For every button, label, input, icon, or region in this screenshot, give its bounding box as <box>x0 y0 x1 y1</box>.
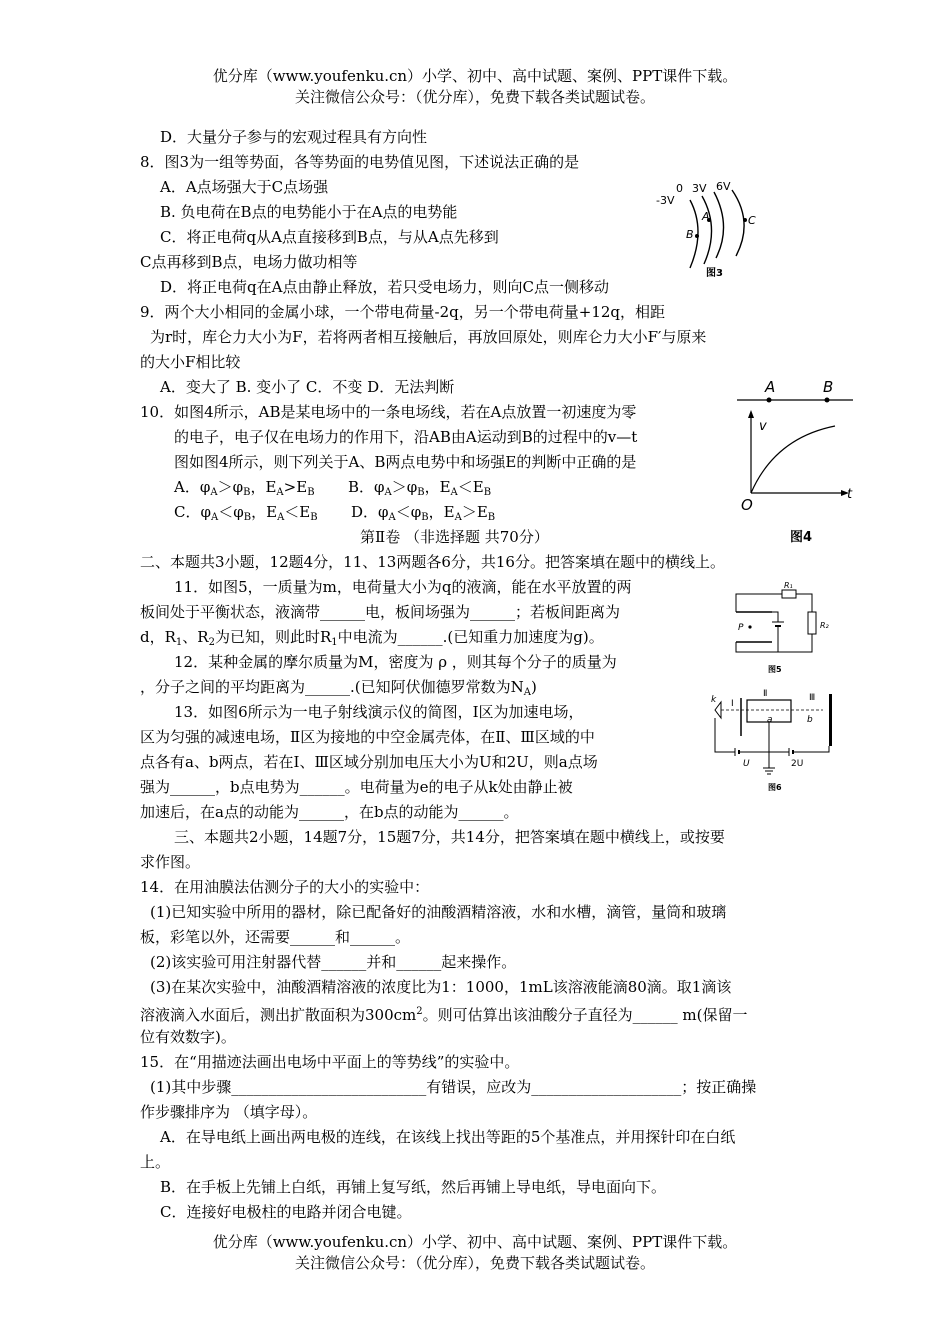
figure-4 <box>735 378 860 518</box>
q14-part-1-cont: 板，彩笔以外，还需要______和______。 <box>140 928 411 946</box>
right-wire-b <box>793 746 829 752</box>
top-wire <box>736 594 812 612</box>
middle-wire <box>739 722 769 752</box>
q10-option-d-label: D． <box>351 503 379 521</box>
figure-5 <box>728 582 840 662</box>
equipotential-arc-3 <box>714 192 724 258</box>
fig6-label-a: a <box>767 715 773 725</box>
equipotential-arc-6 <box>732 190 744 256</box>
fig6-label-region3: Ⅲ <box>809 693 816 703</box>
fig6-label-2u: 2U <box>791 759 804 769</box>
figure-6-caption: 图6 <box>768 783 782 792</box>
q9-stem: 9．两个大小相同的金属小球，一个带电荷量-2q，另一个带电荷量+12q，相距 <box>140 303 666 321</box>
figure-3 <box>650 178 770 278</box>
q14-text-a: 溶液滴入水面后，测出扩散面积为300cm <box>140 1006 417 1024</box>
fig6-label-region1: Ⅰ <box>731 699 734 709</box>
point-c-dot <box>743 218 747 222</box>
label-minus3v: -3V <box>656 194 675 207</box>
q8-option-c-cont: C点再移到B点，电场力做功相等 <box>140 253 358 271</box>
bottom-wire <box>778 626 812 652</box>
figure-4-caption: 图4 <box>790 530 813 545</box>
fig5-label-r2: R₂ <box>820 621 829 630</box>
q8-option-d: D．将正电荷q在A点由静止释放，若只受电场力，则向C点一侧移动 <box>160 278 609 296</box>
q9-stem-end: 的大小F相比较 <box>140 353 241 371</box>
label-c: C <box>748 214 756 227</box>
label-b: B <box>686 228 694 241</box>
fig6-label-u: U <box>743 759 750 769</box>
q12-text: ，分子之间的平均距离为______.(已知阿伏伽德罗常数为N <box>140 678 524 696</box>
q10-option-b-label: B． <box>347 478 374 496</box>
q14-part-3-cont: 溶液滴入水面后，测出扩散面积为$300cm^2$。则可估算出该油酸分子直径为______ m(保留一 <box>140 1006 748 1024</box>
q15-step-a-cont: 上。 <box>140 1153 171 1171</box>
figure-3-caption: 图3 <box>706 268 723 279</box>
q14-text-b: 。则可估算出该油酸分子直径为______ m(保留一 <box>422 1006 748 1024</box>
label-a: A <box>702 210 710 223</box>
q11-stem-cont: 板间处于平衡状态，液滴带______电，板间场强为______；若板间距离为 <box>140 603 621 621</box>
resistor-r1 <box>782 590 796 598</box>
footer-line-1: 优分库（www.youfenku.cn）小学、初中、高中试题、案例、PPT课件下载。 <box>212 1233 738 1251</box>
q15-step-b: B．在手板上先铺上白纸，再铺上复写纸，然后再铺上导电纸，导电面向下。 <box>160 1178 667 1196</box>
v-axis-arrow <box>748 410 754 418</box>
q10-options-cd: C．$\varphi_A<\varphi_B$，$E_A<E_B$ D．$\varphi_A<\varphi_B$，$E_A>E_B$ <box>174 503 496 523</box>
q11-text-a: d，R <box>140 628 176 646</box>
q15-part-1-cont: 作步骤排序为 （填字母）。 <box>140 1103 318 1121</box>
fig5-label-r1: R₁ <box>784 582 793 590</box>
q10-option-a-label: A． <box>174 478 200 496</box>
vt-curve <box>751 426 835 493</box>
q10-stem-end: 图如图4所示，则下列关于A、B两点电势中和场强E的判断中正确的是 <box>174 453 637 471</box>
fig4-label-b: B <box>823 378 834 396</box>
q13-line-3: 点各有a、b两点，若在Ⅰ、Ⅲ区域分别加电压大小为U和2U，则a点场 <box>140 753 598 771</box>
q13-line-2: 区为匀强的减速电场，Ⅱ区为接地的中空金属壳体，在Ⅱ、Ⅲ区域的中 <box>140 728 595 746</box>
q10-option-c-label: C． <box>174 503 201 521</box>
q11-text-b: 、R <box>182 628 209 646</box>
q11-stem: 11．如图5，一质量为m，电荷量大小为q的液滴，能在水平放置的两 <box>174 578 632 596</box>
fig4-label-o: O <box>741 496 753 514</box>
q14-part-3-end: 位有效数字)。 <box>140 1028 236 1046</box>
section-2-title: 第Ⅱ卷 （非选择题 共70分） <box>360 528 549 546</box>
q14-part-2: (2)该实验可用注射器代替______并和______起来操作。 <box>150 953 517 971</box>
q12-stem: 12．某种金属的摩尔质量为M，密度为 ρ ，则其每个分子的质量为 <box>174 653 617 671</box>
left-wire <box>715 718 735 752</box>
header-line-1: 优分库（www.youfenku.cn）小学、初中、高中试题、案例、PPT课件下载。 <box>212 67 738 85</box>
q15-stem: 15．在“用描迹法画出电场中平面上的等势线”的实验中。 <box>140 1053 520 1071</box>
q14-stem: 14．在用油膜法估测分子的大小的实验中： <box>140 878 430 896</box>
footer-line-2: 关注微信公众号：（优分库），免费下载各类试题试卷。 <box>294 1254 655 1272</box>
q13-stem: 13．如图6所示为一电子射线演示仪的简图，Ⅰ区为加速电场， <box>174 703 584 721</box>
q14-part-3: (3)在某次实验中，油酸酒精溶液的浓度比为1：1000，1mL该溶液能滴80滴。取1滴该 <box>150 978 732 996</box>
section-3-instructions: 三、本题共2小题，14题7分，15题7分，共14分，把答案填在题中横线上，或按要 <box>174 828 725 846</box>
q14-part-1: (1)已知实验中所用的器材，除已配备好的油酸酒精溶液，水和水槽，滴管，量筒和玻璃 <box>150 903 727 921</box>
q8-option-b: B. 负电荷在B点的电势能小于在A点的电势能 <box>160 203 458 221</box>
equipotential-arc-0 <box>702 196 712 264</box>
q13-line-5: 加速后，在a点的动能为______，在b点的动能为______。 <box>140 803 519 821</box>
droplet-p <box>748 625 751 628</box>
q11-text-d: 中电流为______.(已知重力加速度为g)。 <box>337 628 604 646</box>
header-line-2: 关注微信公众号：（优分库），免费下载各类试题试卷。 <box>294 88 655 106</box>
q11-text-c: 为已知，则此时R <box>214 628 332 646</box>
q13-line-4: 强为______，b点电势为______。电荷量为e的电子从k处由静止被 <box>140 778 573 796</box>
figure-6 <box>705 688 840 780</box>
figure-5-caption: 图5 <box>768 665 782 674</box>
q11-stem-end: d，$R_1$、$R_2$为已知，则此时$R_1$中电流为______.(已知重力加速度为g)。 <box>140 628 604 648</box>
q8-option-a: A．A点场强大于C点场强 <box>160 178 329 196</box>
fig4-label-v: v <box>759 419 767 434</box>
fig4-label-t: t <box>847 487 853 502</box>
q8-stem: 8．图3为一组等势面，各等势面的电势值见图，下述说法正确的是 <box>140 153 580 171</box>
fig6-label-region2: Ⅱ <box>763 689 768 699</box>
plate-wire <box>736 642 778 652</box>
q12-stem-cont: ，分子之间的平均距离为______.(已知阿伏伽德罗常数为$N_A$) <box>140 678 537 698</box>
q9-stem-cont: 为r时，库仑力大小为F，若将两者相互接触后，再放回原处，则库仑力大小F′与原来 <box>150 328 707 346</box>
q15-step-a: A．在导电纸上画出两电极的连线，在该线上找出等距的5个基准点，并用探针印在白纸 <box>160 1128 736 1146</box>
q8-option-c: C．将正电荷q从A点直接移到B点，与从A点先移到 <box>160 228 499 246</box>
resistor-r2 <box>808 612 816 634</box>
screen-plate <box>829 694 832 746</box>
label-0v: 0 <box>676 182 683 195</box>
section-2-instructions: 二、本题共3小题，12题4分，11、13两题各6分，共16分。把答案填在题中的横线上。 <box>140 553 725 571</box>
fig5-label-p: P <box>738 623 744 633</box>
section-3-instructions-cont: 求作图。 <box>140 853 201 871</box>
point-b-dot <box>695 234 699 238</box>
fig6-label-b: b <box>807 715 813 725</box>
q10-options-ab: A．$\varphi_A>\varphi_B$，$E_A>E_B$ B．$\varphi_A>\varphi_B$，$E_A<E_B$ <box>174 478 492 498</box>
q9-options: A．变大了 B. 变小了 C．不变 D．无法判断 <box>160 378 455 396</box>
q7-option-d: D．大量分子参与的宏观过程具有方向性 <box>160 128 428 146</box>
field-point-a <box>767 398 772 403</box>
q10-stem-cont: 的电子，电子仅在电场力的作用下，沿AB由A运动到B的过程中的v—t <box>174 428 638 446</box>
q15-part-1: (1)其中步骤__________________________有错误，应改为____________________；按正确操 <box>150 1078 757 1096</box>
field-point-b <box>825 398 830 403</box>
label-3v: 3V <box>692 182 707 195</box>
q15-step-c: C．连接好电极柱的电路并闭合电键。 <box>160 1203 412 1221</box>
label-6v: 6V <box>716 180 731 193</box>
fig4-label-a: A <box>765 378 776 396</box>
fig6-label-k: k <box>711 695 717 705</box>
wire-to-battery <box>772 612 778 622</box>
q10-stem: 10．如图4所示，AB是某电场中的一条电场线，若在A点放置一初速度为零 <box>140 403 637 421</box>
